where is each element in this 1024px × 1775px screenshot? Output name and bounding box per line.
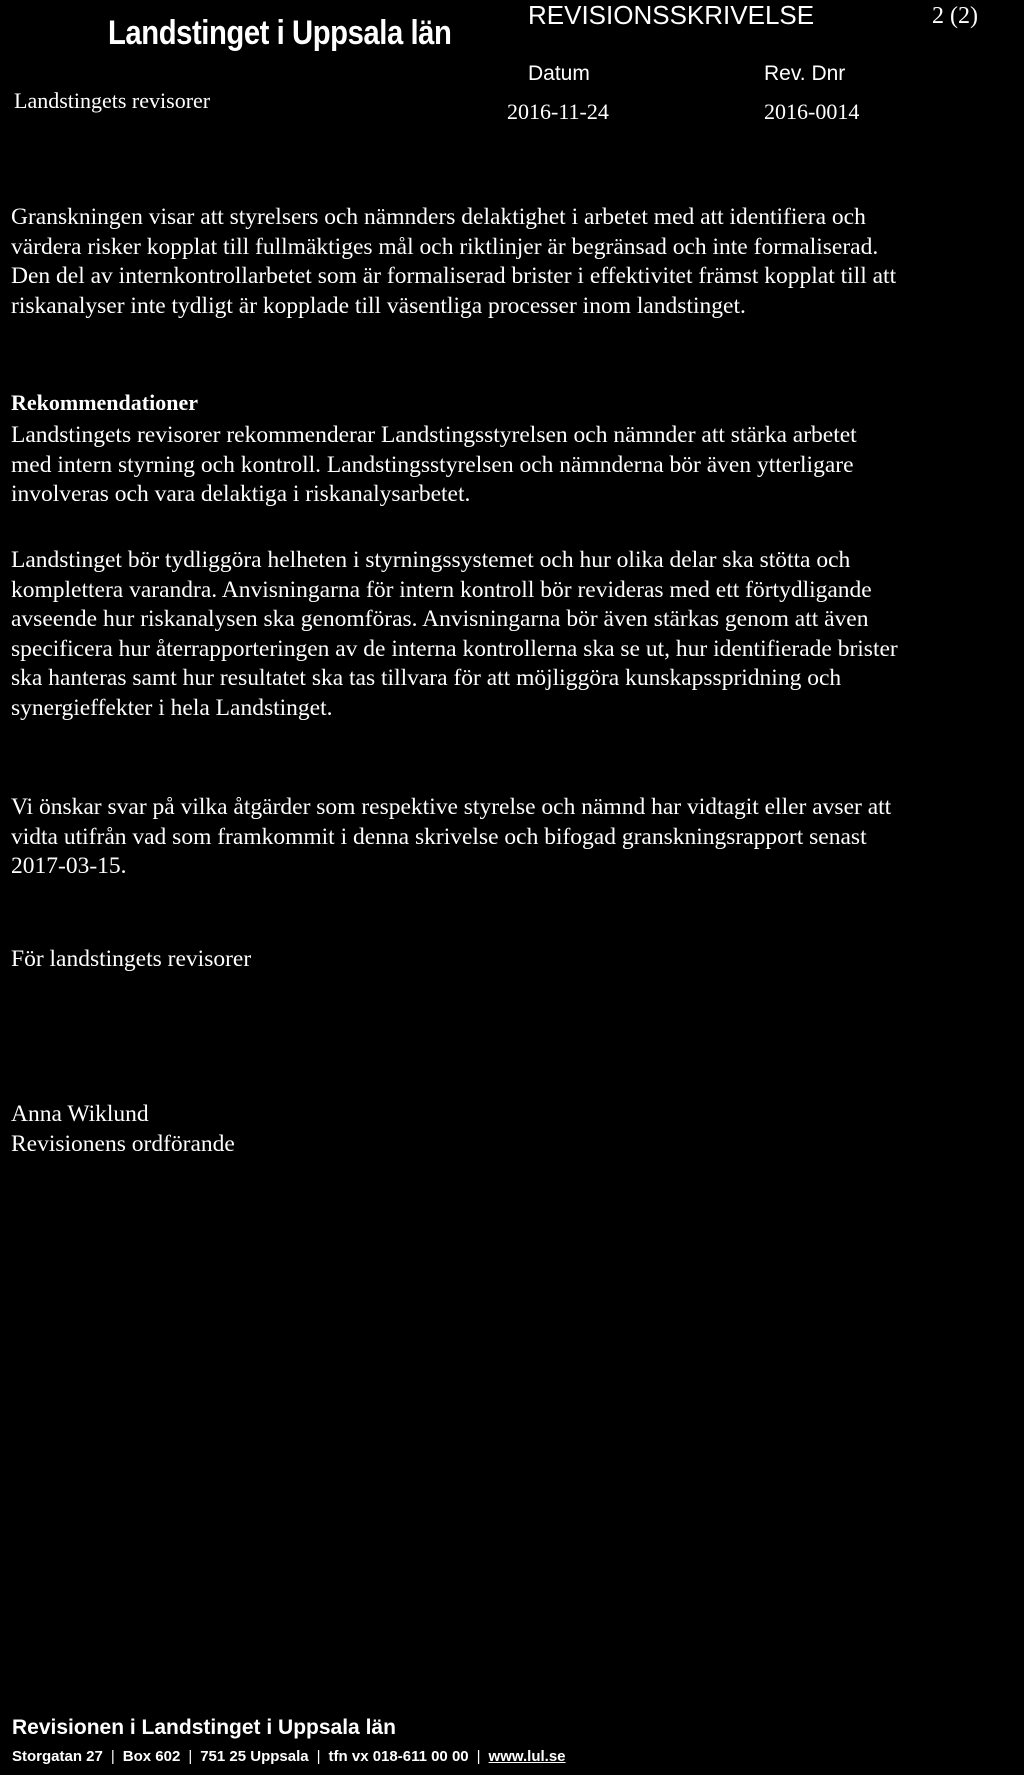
dnr-value: 2016-0014 [764, 99, 860, 124]
paragraph-response-request [11, 793, 1021, 882]
footer-address [12, 1748, 566, 1765]
text-line: med intern styrning och kontroll. Landstingsstyrelsen och nämnderna bör även ytterligare [11, 451, 854, 478]
footer-street: Storgatan 27 [12, 1748, 103, 1765]
footer-separator: | [476, 1748, 481, 1765]
text-line: riskanalyser inte tydligt är kopplade till väsentliga processer inom landstinget. [11, 292, 746, 319]
page-number: 2 (2) [932, 3, 978, 29]
date-label: Datum [528, 62, 590, 85]
dnr-label: Rev. Dnr [764, 62, 846, 85]
footer-website-link[interactable]: www.lul.se [488, 1748, 566, 1765]
footer-separator: | [110, 1748, 115, 1765]
text-line: avseende hur riskanalysen ska genomföras. Anvisningarna bör även stärkas genom att även [11, 606, 869, 632]
department-name: Landstingets revisorer [14, 88, 211, 113]
organization-name: Landstinget i Uppsala län [108, 14, 452, 52]
text-line: Landstingets revisorer rekommenderar Landstingsstyrelsen och nämnder att stärka arbetet [11, 422, 857, 448]
paragraph-control-system [11, 546, 1021, 723]
footer-separator: | [316, 1748, 321, 1765]
text-line: Vi önskar svar på vilka åtgärder som respektive styrelse och nämnd har vidtagit eller avser att [11, 794, 892, 820]
text-line: Granskningen visar att styrelsers och nämnders delaktighet i arbetet med att identifiera och [11, 204, 866, 230]
text-line: 2017-03-15. [11, 853, 127, 879]
signatory-title: Revisionens ordförande [11, 1131, 235, 1157]
recommendations-heading: Rekommendationer [11, 390, 198, 415]
text-line: värdera risker kopplat till fullmäktiges mål och riktlinjer är begränsad och inte formaliserad. [11, 233, 879, 260]
footer-box: Box 602 [122, 1748, 181, 1765]
text-line: synergieffekter i hela Landstinget. [11, 694, 333, 721]
text-line: komplettera varandra. Anvisningarna för intern kontroll bör revideras med ett förtydligande [11, 576, 872, 603]
text-line: involveras och vara delaktiga i riskanalysarbetet. [11, 481, 471, 507]
document-type: REVISIONSSKRIVELSE [528, 0, 815, 30]
text-line: Landstinget bör tydliggöra helheten i styrningssystemet och hur olika delar ska stötta och [11, 547, 851, 573]
footer-title: Revisionen i Landstinget i Uppsala län [12, 1716, 396, 1739]
text-line: Den del av internkontrollarbetet som är formaliserad brister i effektivitet främst kopplat till att [11, 263, 897, 289]
footer-separator: | [188, 1748, 193, 1765]
footer-postal: 751 25 Uppsala [200, 1748, 309, 1765]
paragraph-recommendations [11, 421, 1021, 510]
text-line: vidta utifrån vad som framkommit i denna skrivelse och bifogad granskningsrapport senast [11, 823, 867, 850]
date-value: 2016-11-24 [507, 99, 609, 124]
closing-line: För landstingets revisorer [11, 946, 252, 972]
footer-phone: tfn vx 018-611 00 00 [328, 1748, 469, 1765]
paragraph-findings [11, 203, 1021, 321]
text-line: specificera hur återrapporteringen av de interna kontrollerna ska se ut, hur identifierade brister [11, 635, 898, 662]
signatory-name: Anna Wiklund [11, 1101, 149, 1127]
text-line: ska hanteras samt hur resultatet ska tas tillvara för att möjliggöra kunskapsspridning och [11, 665, 842, 691]
